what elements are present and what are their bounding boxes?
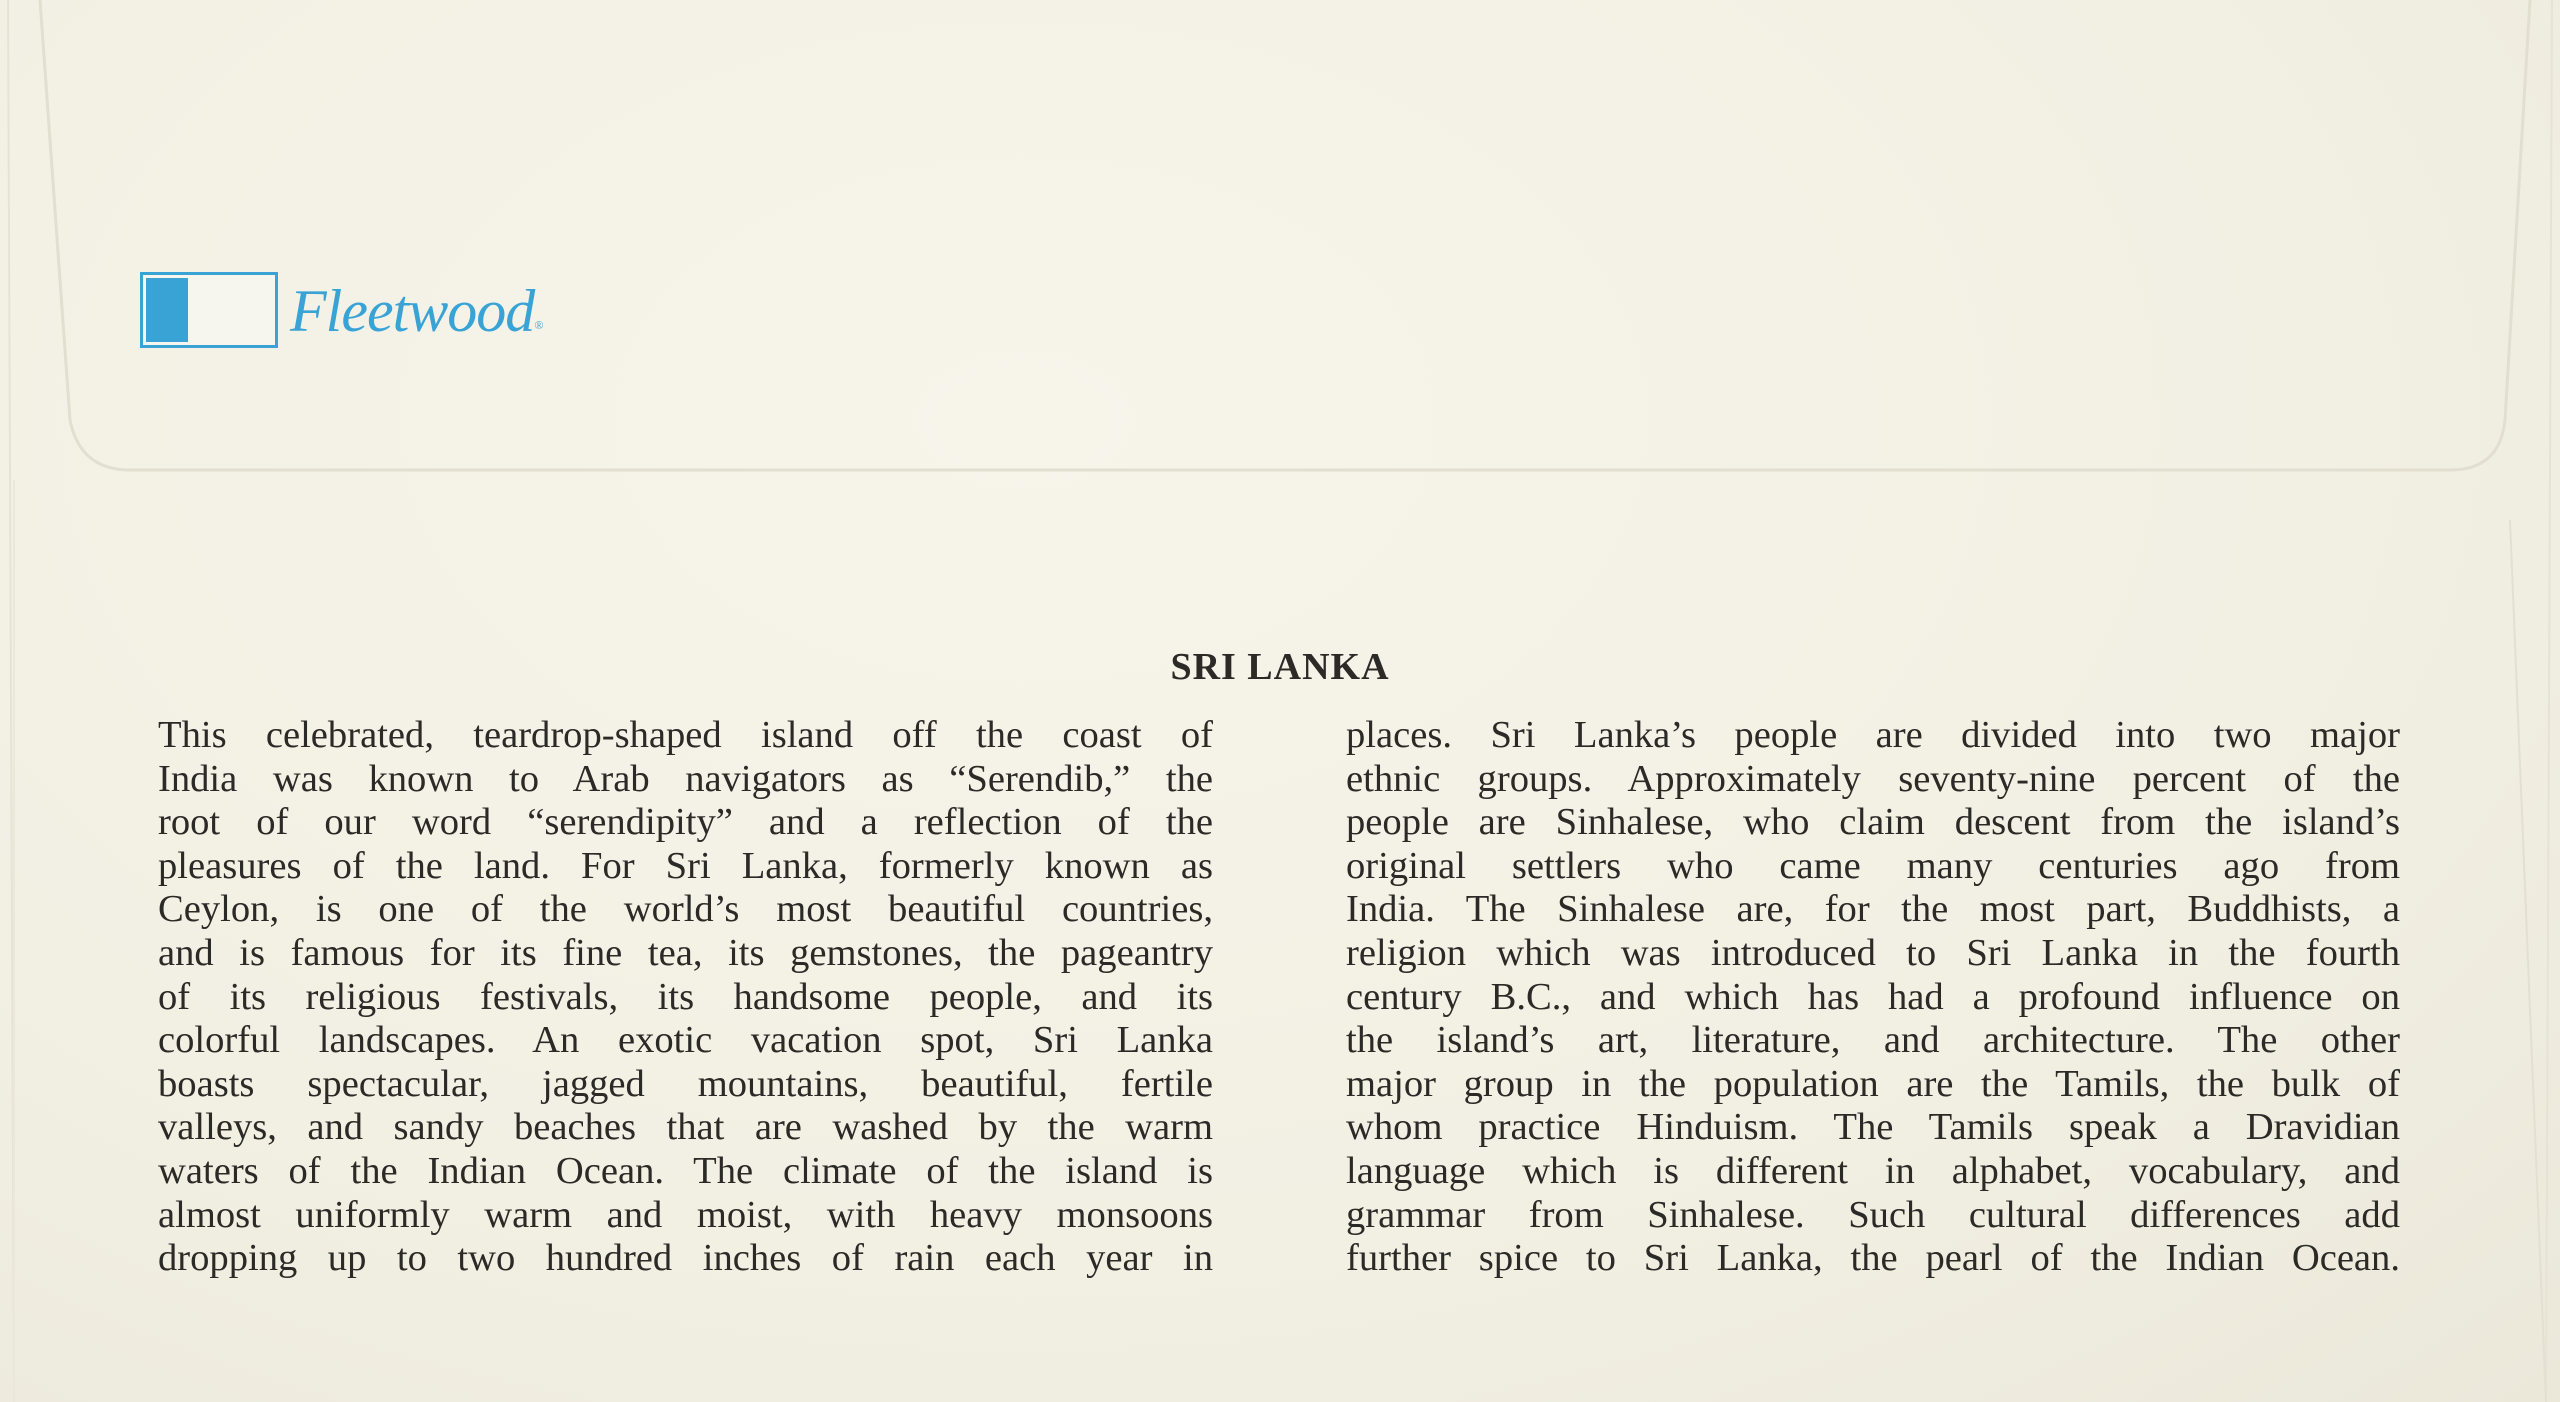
text-line: India. The Sinhalese are, for the most part, Buddhists, a (1346, 888, 2400, 931)
text-line: the island’s art, literature, and architecture. The other (1346, 1019, 2400, 1062)
logo-box-fill (146, 278, 188, 342)
text-line: India was known to Arab navigators as “Serendib,” the (158, 757, 1213, 800)
text-line: root of our word “serendipity” and a reflection of the (158, 801, 1213, 844)
fleetwood-logo (140, 272, 560, 352)
text-line: places. Sri Lanka’s people are divided into two major (1346, 714, 2400, 756)
text-line: religion which was introduced to Sri Lanka in the fourth (1346, 931, 2400, 974)
text-line: whom practice Hinduism. The Tamils speak a Dravidian (1346, 1106, 2400, 1149)
text-line: almost uniformly warm and moist, with heavy monsoons (158, 1193, 1213, 1236)
right-text-column (1346, 714, 2400, 1281)
text-line: colorful landscapes. An exotic vacation spot, Sri Lanka (158, 1019, 1213, 1062)
text-line: ethnic groups. Approximately seventy-nine percent of the (1346, 757, 2400, 800)
text-line: language which is different in alphabet, vocabulary, and (1346, 1149, 2400, 1192)
logo-wordmark (290, 276, 542, 346)
logo-brand-text: Fleetwood (290, 278, 535, 344)
left-text-column (158, 714, 1213, 1281)
text-line: dropping up to two hundred inches of rain each year in (158, 1237, 1213, 1280)
text-line: major group in the population are the Tamils, the bulk of (1346, 1062, 2400, 1105)
text-line: of its religious festivals, its handsome people, and its (158, 975, 1213, 1018)
page-title: SRI LANKA (1170, 646, 1390, 688)
registered-mark: ® (534, 318, 543, 332)
logo-box (140, 272, 278, 348)
text-line: waters of the Indian Ocean. The climate of the island is (158, 1149, 1213, 1192)
text-line: boasts spectacular, jagged mountains, beautiful, fertile (158, 1062, 1213, 1105)
text-line: original settlers who came many centuries ago from (1346, 844, 2400, 887)
text-line: valleys, and sandy beaches that are washed by the warm (158, 1106, 1213, 1149)
text-line: century B.C., and which has had a profound influence on (1346, 975, 2400, 1018)
text-line: pleasures of the land. For Sri Lanka, formerly known as (158, 844, 1213, 887)
text-line: people are Sinhalese, who claim descent from the island’s (1346, 801, 2400, 844)
text-line: This celebrated, teardrop-shaped island off the coast of (158, 714, 1213, 756)
text-line: further spice to Sri Lanka, the pearl of the Indian Ocean. (1346, 1237, 2400, 1280)
text-line: Ceylon, is one of the world’s most beautiful countries, (158, 888, 1213, 931)
text-line: and is famous for its fine tea, its gemstones, the pageantry (158, 931, 1213, 974)
text-line: grammar from Sinhalese. Such cultural differences add (1346, 1193, 2400, 1236)
